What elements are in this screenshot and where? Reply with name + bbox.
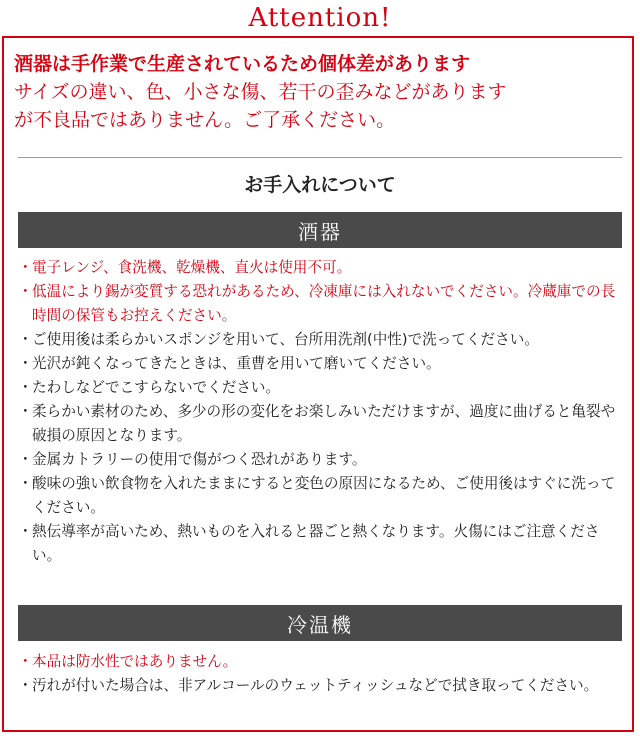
section-title: 酒器 — [298, 219, 342, 244]
list-item — [18, 256, 622, 280]
list-item — [18, 674, 622, 698]
item-text: 金属カトラリーの使用で傷がつく恐れがあります。 — [32, 451, 367, 468]
bullet-icon: ・ — [18, 451, 33, 468]
bullet-icon: ・ — [18, 331, 33, 348]
item-text: 光沢が鈍くなってきたときは、重曹を用いて磨いてください。 — [32, 355, 441, 372]
item-text: 電子レンジ、食洗機、乾燥機、直火は使用不可。 — [32, 259, 352, 276]
bullet-icon: ・ — [18, 523, 33, 540]
list-item — [18, 328, 622, 352]
bullet-icon: ・ — [18, 259, 33, 276]
item-text: 低温により錫が変質する恐れがあるため、冷凍庫には入れないでください。冷蔵庫での長時間の保管もお控えください。 — [32, 283, 616, 324]
bullet-icon: ・ — [18, 677, 33, 694]
attention-title: Attention! — [235, 0, 406, 36]
section-header-cooler-warmer — [18, 605, 622, 641]
bullet-icon: ・ — [18, 355, 33, 372]
item-text: 熱伝導率が高いため、熱いものを入れると器ごと熱くなります。火傷にはご注意ください。 — [32, 523, 600, 564]
list-item — [18, 448, 622, 472]
item-text: 酸味の強い飲食物を入れたままにすると変色の原因になるため、ご使用後はすぐに洗ってください。 — [32, 475, 616, 516]
item-text: ご使用後は柔らかいスポンジを用いて、台所用洗剤(中性)で洗ってください。 — [32, 331, 539, 348]
care-title: お手入れについて — [244, 174, 396, 196]
attention-header — [0, 0, 640, 36]
notice-line-1: 酒器は手作業で生産されているため個体差があります — [14, 53, 471, 75]
item-text: 柔らかい素材のため、多少の形の変化をお楽しみいただけますが、過度に曲げると亀裂や破損の原因となります。 — [32, 403, 616, 444]
list-item — [18, 400, 622, 448]
list-item — [18, 376, 622, 400]
list-item — [18, 520, 622, 568]
list-item — [18, 472, 622, 520]
individual-difference-notice — [14, 50, 626, 134]
bullet-icon: ・ — [18, 379, 33, 396]
divider — [18, 157, 622, 158]
bullet-icon: ・ — [18, 475, 33, 492]
item-text: たわしなどでこすらないでください。 — [32, 379, 281, 396]
notice-line-2: サイズの違い、色、小さな傷、若干の歪みなどがあります — [14, 81, 507, 103]
bullet-icon: ・ — [18, 653, 33, 670]
item-text: 汚れが付いた場合は、非アルコールのウェットティッシュなどで拭き取ってください。 — [32, 677, 599, 694]
bullet-icon: ・ — [18, 283, 33, 300]
list-item — [18, 650, 622, 674]
item-text: 本品は防水性ではありません。 — [32, 653, 238, 670]
section-header-sake-vessel — [18, 212, 622, 248]
cooler-warmer-care-list — [18, 650, 622, 698]
bullet-icon: ・ — [18, 403, 33, 420]
list-item — [18, 352, 622, 376]
notice-line-3: が不良品ではありません。ご了承ください。 — [14, 109, 396, 131]
list-item — [18, 280, 622, 328]
sake-vessel-care-list — [18, 256, 622, 568]
section-title: 冷温機 — [287, 612, 353, 637]
